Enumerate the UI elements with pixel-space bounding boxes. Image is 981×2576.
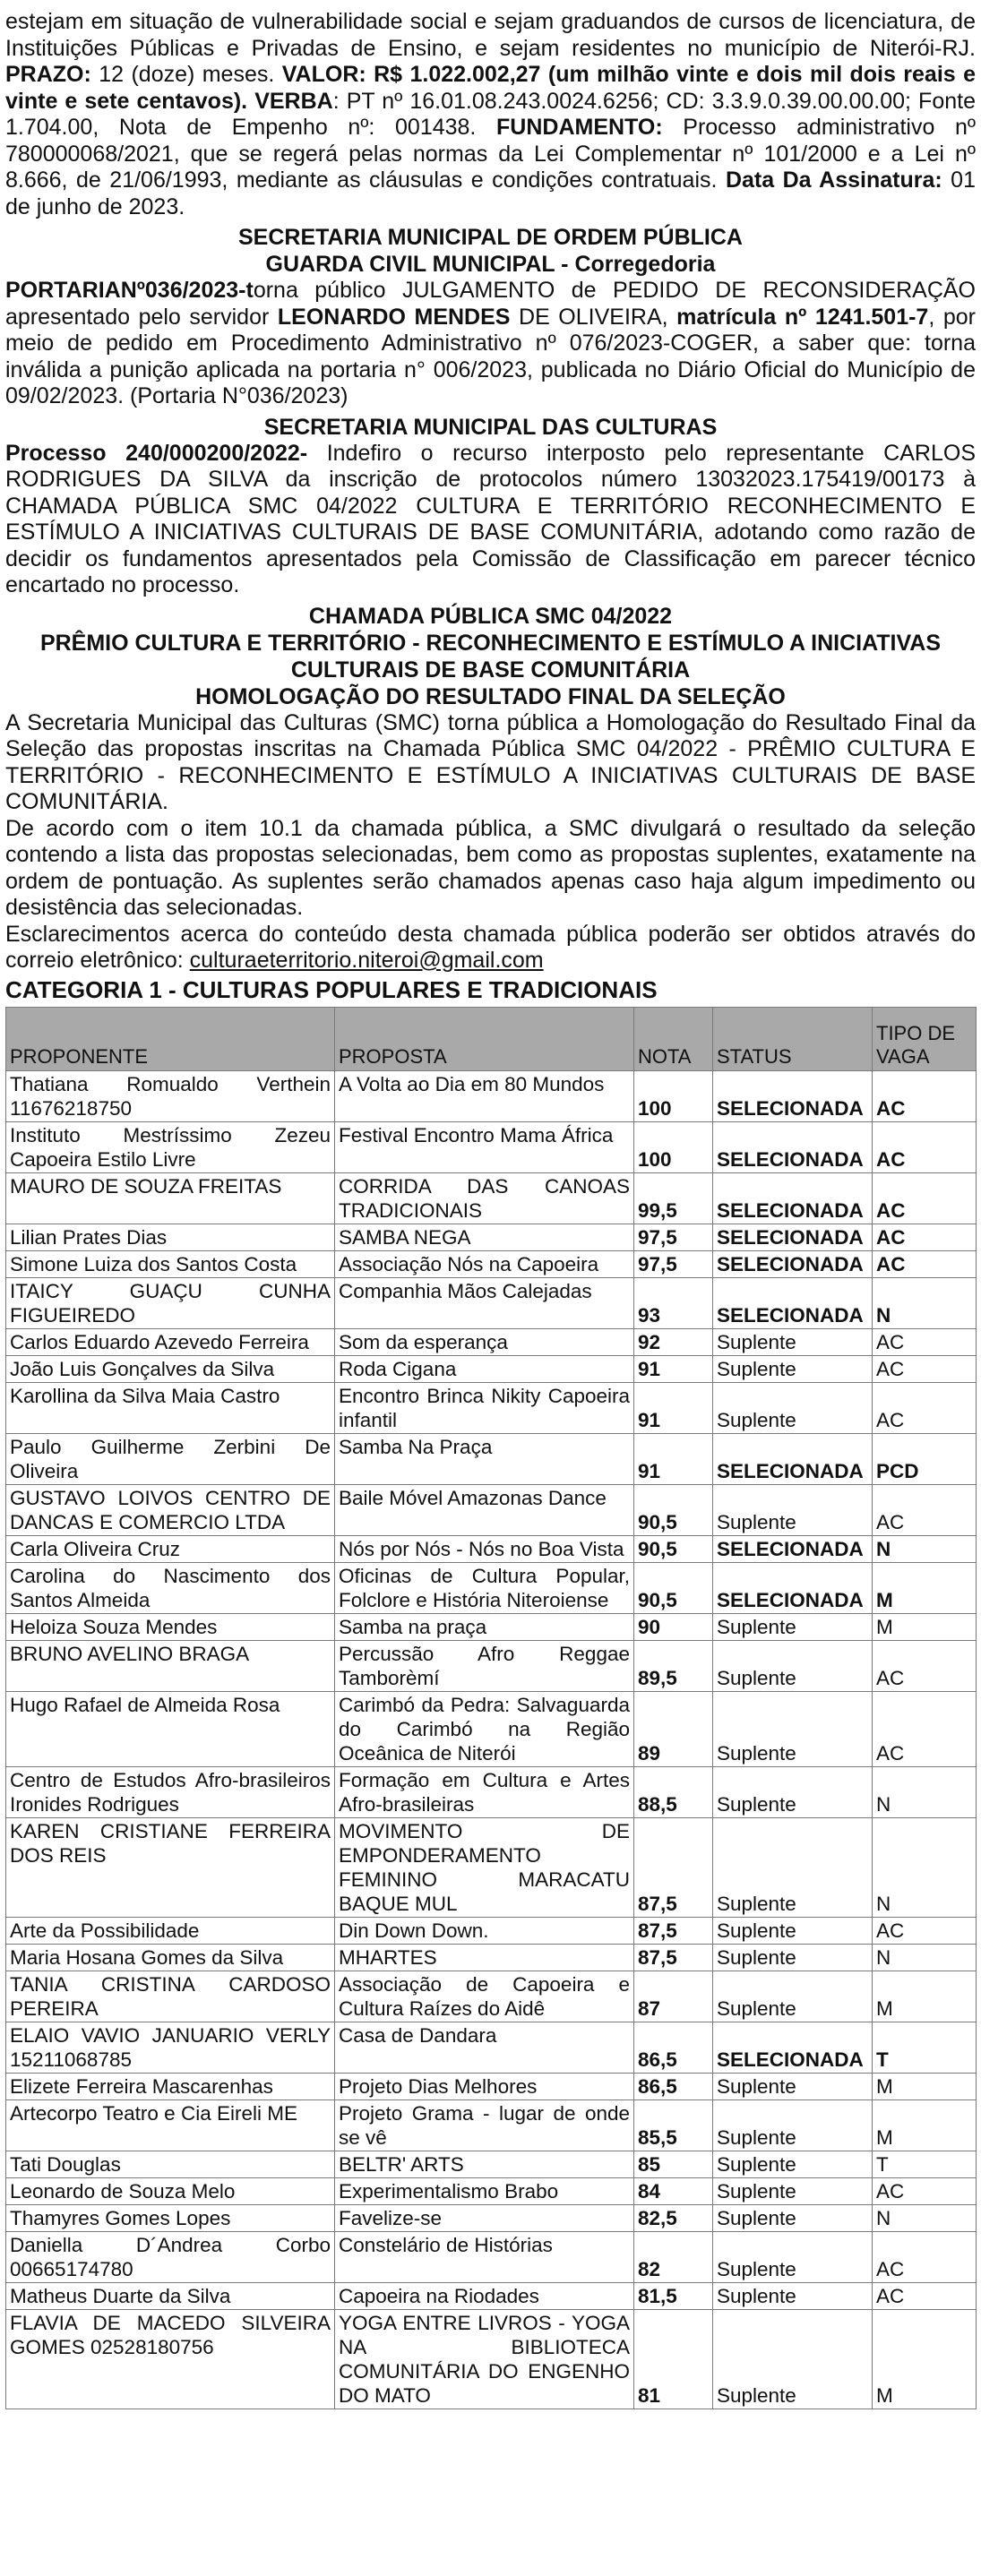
ordem-publica-section <box>5 224 976 410</box>
cell-status: SELECIONADA <box>713 1562 873 1613</box>
portaria-text-3: , por meio de pedido em Procedimento Administrativo nº 076/2023-COGER, a saber que: torna inválida a punição aplicada na portaria n° 006/2023, publicada no Diário Oficial do Município de 09/02/2023. (Portaria N°036/2023) <box>5 304 976 408</box>
cell-tipo-vaga: AC <box>873 2177 977 2204</box>
intro-text: estejam em situação de vulnerabilidade social e sejam graduandos de cursos de licenciatura, de Instituições Públicas e Privadas de Ensino, e sejam residentes no município de Niterói-RJ. <box>5 9 976 61</box>
cell-nota: 85,5 <box>634 2099 713 2151</box>
cell-status: Suplente <box>713 2204 873 2231</box>
table-body <box>6 1070 977 2409</box>
valor-label: VALOR: R$ 1.022.002,27 (um milhão vinte e dois mil dois reais e vinte e sete centavos). <box>5 62 976 114</box>
cell-proponente: Tati Douglas <box>6 2151 335 2177</box>
contato-paragraph <box>5 922 976 975</box>
table-row <box>6 1613 977 1640</box>
table-row <box>6 2073 977 2099</box>
cell-tipo-vaga: N <box>873 1817 977 1917</box>
table-row <box>6 1766 977 1817</box>
portaria-text-2: DE OLIVEIRA, <box>510 304 677 330</box>
cell-nota: 91 <box>634 1433 713 1484</box>
cell-status: Suplente <box>713 2073 873 2099</box>
email-link[interactable]: culturaeterritorio.niteroi@gmail.com <box>189 948 544 973</box>
cell-proponente: KAREN CRISTIANE FERREIRA DOS REIS <box>6 1817 335 1917</box>
cell-nota: 87,5 <box>634 1817 713 1917</box>
table-row <box>6 1224 977 1250</box>
cell-tipo-vaga: N <box>873 2204 977 2231</box>
table-row <box>6 2309 977 2409</box>
cell-proposta: Favelize-se <box>335 2204 634 2231</box>
cell-proposta: CORRIDA DAS CANOAS TRADICIONAIS <box>335 1172 634 1224</box>
table-row <box>6 1433 977 1484</box>
table-row <box>6 1172 977 1224</box>
cell-proposta: SAMBA NEGA <box>335 1224 634 1250</box>
categoria-heading: CATEGORIA 1 - CULTURAS POPULARES E TRADICIONAIS <box>5 975 658 1003</box>
cell-nota: 88,5 <box>634 1766 713 1817</box>
cell-tipo-vaga: AC <box>873 2282 977 2309</box>
cell-status: Suplente <box>713 2177 873 2204</box>
cell-proposta: Encontro Brinca Nikity Capoeira infantil <box>335 1382 634 1433</box>
cell-status: Suplente <box>713 1944 873 1971</box>
resultado-paragraph: De acordo com o item 10.1 da chamada pública, a SMC divulgará o resultado da seleção contendo a lista das propostas selecionadas, bem como as propostas suplentes, exatamente na ordem de pontuação. As suplentes serão chamados apenas caso haja algum impedimento ou desistência das selecionadas. <box>5 815 976 920</box>
processo-paragraph <box>5 441 976 599</box>
cell-tipo-vaga: T <box>873 2022 977 2073</box>
table-row <box>6 2282 977 2309</box>
prazo-label: PRAZO: <box>5 62 91 87</box>
cell-tipo-vaga: T <box>873 2151 977 2177</box>
table-row <box>6 2151 977 2177</box>
table-row <box>6 1691 977 1766</box>
cell-nota: 97,5 <box>634 1250 713 1277</box>
cell-proposta: Oficinas de Cultura Popular, Folclore e História Niteroiense <box>335 1562 634 1613</box>
cell-nota: 86,5 <box>634 2073 713 2099</box>
cell-tipo-vaga: AC <box>873 1355 977 1382</box>
table-row <box>6 1535 977 1562</box>
table-row <box>6 1562 977 1613</box>
cell-nota: 87,5 <box>634 1944 713 1971</box>
cell-proposta: Associação Nós na Capoeira <box>335 1250 634 1277</box>
cell-proponente: Carolina do Nascimento dos Santos Almeida <box>6 1562 335 1613</box>
table-row <box>6 1070 977 1121</box>
cell-nota: 90,5 <box>634 1484 713 1535</box>
cell-nota: 90 <box>634 1613 713 1640</box>
cell-proposta: Projeto Grama - lugar de onde se vê <box>335 2099 634 2151</box>
cell-tipo-vaga: AC <box>873 1917 977 1944</box>
culturas-section <box>5 414 976 1003</box>
table-row <box>6 2177 977 2204</box>
cell-nota: 85 <box>634 2151 713 2177</box>
cell-nota: 90,5 <box>634 1535 713 1562</box>
cell-proponente: Arte da Possibilidade <box>6 1917 335 1944</box>
guarda-civil-title: GUARDA CIVIL MUNICIPAL - Corregedoria <box>265 252 716 277</box>
cell-proponente: Leonardo de Souza Melo <box>6 2177 335 2204</box>
cell-status: Suplente <box>713 1640 873 1691</box>
cell-nota: 89 <box>634 1691 713 1766</box>
cell-status: SELECIONADA <box>713 1250 873 1277</box>
cell-tipo-vaga: AC <box>873 1224 977 1250</box>
cell-proponente: Paulo Guilherme Zerbini De Oliveira <box>6 1433 335 1484</box>
cell-status: Suplente <box>713 1484 873 1535</box>
cell-nota: 93 <box>634 1277 713 1328</box>
cell-tipo-vaga: AC <box>873 1328 977 1355</box>
cell-proposta: Roda Cigana <box>335 1355 634 1382</box>
cell-nota: 99,5 <box>634 1172 713 1224</box>
cell-proponente: Thamyres Gomes Lopes <box>6 2204 335 2231</box>
cell-status: Suplente <box>713 2151 873 2177</box>
cell-status: Suplente <box>713 1817 873 1917</box>
cell-proponente: Daniella D´Andrea Corbo 00665174780 <box>6 2231 335 2282</box>
cell-nota: 81,5 <box>634 2282 713 2309</box>
cell-nota: 87,5 <box>634 1917 713 1944</box>
cell-tipo-vaga: M <box>873 1613 977 1640</box>
cell-tipo-vaga: N <box>873 1277 977 1328</box>
table-row <box>6 1971 977 2022</box>
table-row <box>6 1277 977 1328</box>
verba-label: VERBA <box>247 88 333 114</box>
table-row <box>6 1917 977 1944</box>
table-row <box>6 2204 977 2231</box>
table-row <box>6 1484 977 1535</box>
cell-proposta: Companhia Mãos Calejadas <box>335 1277 634 1328</box>
cell-proposta: Capoeira na Riodades <box>335 2282 634 2309</box>
cell-proposta: Casa de Dandara <box>335 2022 634 2073</box>
servidor-name: LEONARDO MENDES <box>277 304 511 330</box>
cell-status: SELECIONADA <box>713 1277 873 1328</box>
cell-nota: 82,5 <box>634 2204 713 2231</box>
cell-proposta: Formação em Cultura e Artes Afro-brasileiras <box>335 1766 634 1817</box>
fundamento-label: FUNDAMENTO: <box>496 115 663 140</box>
cell-nota: 89,5 <box>634 1640 713 1691</box>
table-row <box>6 1817 977 1917</box>
cell-proponente: Lilian Prates Dias <box>6 1224 335 1250</box>
cell-tipo-vaga: M <box>873 2099 977 2151</box>
cell-proponente: Heloiza Souza Mendes <box>6 1613 335 1640</box>
cell-proponente: ITAICY GUAÇU CUNHA FIGUEIREDO <box>6 1277 335 1328</box>
portaria-paragraph <box>5 278 976 410</box>
cell-proponente: João Luis Gonçalves da Silva <box>6 1355 335 1382</box>
cell-tipo-vaga: PCD <box>873 1433 977 1484</box>
cell-proposta: Baile Móvel Amazonas Dance <box>335 1484 634 1535</box>
cell-status: Suplente <box>713 1382 873 1433</box>
cell-proposta: Carimbó da Pedra: Salvaguarda do Carimbó na Região Oceânica de Niterói <box>335 1691 634 1766</box>
cell-status: SELECIONADA <box>713 2022 873 2073</box>
processo-text: Indefiro o recurso interposto pelo representante CARLOS RODRIGUES DA SILVA da inscrição de protocolos número 13032023.175419/00173 à CHAMADA PÚBLICA SMC 04/2022 CULTURA E TERRITÓRIO RECONHECIMENTO E ESTÍMULO A INICIATIVAS CULTURAIS DE BASE COMUNITÁRIA, adotando como razão de decidir os fundamentos apresentados pela Comissão de Classificação em parecer técnico encartado no processo. <box>5 440 976 597</box>
contato-text: Esclarecimentos acerca do conteúdo desta chamada pública poderão ser obtidos através do correio eletrônico: <box>5 921 976 973</box>
cell-proponente: Instituto Mestríssimo Zezeu Capoeira Estilo Livre <box>6 1121 335 1172</box>
cell-status: Suplente <box>713 1355 873 1382</box>
matricula: matrícula nº 1241.501-7 <box>676 304 929 330</box>
cell-proposta: YOGA ENTRE LIVROS - YOGA NA BIBLIOTECA COMUNITÁRIA DO ENGENHO DO MATO <box>335 2309 634 2409</box>
header-nota: NOTA <box>634 1007 713 1070</box>
cell-proposta: MOVIMENTO DE EMPONDERAMENTO FEMININO MARACATU BAQUE MUL <box>335 1817 634 1917</box>
cell-tipo-vaga: AC <box>873 1640 977 1691</box>
cell-proponente: Carla Oliveira Cruz <box>6 1535 335 1562</box>
cell-status: Suplente <box>713 2282 873 2309</box>
ordem-publica-title: SECRETARIA MUNICIPAL DE ORDEM PÚBLICA <box>238 225 743 250</box>
cell-tipo-vaga: AC <box>873 1484 977 1535</box>
header-proponente: PROPONENTE <box>6 1007 335 1070</box>
cell-status: Suplente <box>713 1328 873 1355</box>
cell-status: SELECIONADA <box>713 1172 873 1224</box>
prazo-value: 12 (doze) meses. <box>90 62 282 87</box>
cell-proposta: Associação de Capoeira e Cultura Raízes do Aidê <box>335 1971 634 2022</box>
cell-proposta: Din Down Down. <box>335 1917 634 1944</box>
table-row <box>6 1121 977 1172</box>
cell-proponente: Matheus Duarte da Silva <box>6 2282 335 2309</box>
cell-nota: 82 <box>634 2231 713 2282</box>
cell-tipo-vaga: M <box>873 2309 977 2409</box>
assinatura-value: 01 de junho de 2023. <box>5 167 976 219</box>
cell-status: Suplente <box>713 2231 873 2282</box>
cell-proposta: Nós por Nós - Nós no Boa Vista <box>335 1535 634 1562</box>
cell-nota: 100 <box>634 1070 713 1121</box>
cell-nota: 91 <box>634 1355 713 1382</box>
table-row <box>6 1328 977 1355</box>
cell-nota: 97,5 <box>634 1224 713 1250</box>
cell-status: SELECIONADA <box>713 1070 873 1121</box>
table-row <box>6 1250 977 1277</box>
portaria-text-1: orna público JULGAMENTO de PEDIDO DE RECONSIDERAÇÃO apresentado pelo servidor <box>5 278 976 330</box>
cell-proposta: Som da esperança <box>335 1328 634 1355</box>
cell-proponente: Thatiana Romualdo Verthein 11676218750 <box>6 1070 335 1121</box>
cell-proposta: Samba na praça <box>335 1613 634 1640</box>
header-tipo-vaga: TIPO DE VAGA <box>873 1007 977 1070</box>
assinatura-label: Data Da Assinatura: <box>725 167 942 193</box>
cell-proposta: A Volta ao Dia em 80 Mundos <box>335 1070 634 1121</box>
table-row <box>6 1355 977 1382</box>
cell-proponente: Elizete Ferreira Mascarenhas <box>6 2073 335 2099</box>
cell-tipo-vaga: AC <box>873 1070 977 1121</box>
cell-status: SELECIONADA <box>713 1535 873 1562</box>
cell-tipo-vaga: M <box>873 2073 977 2099</box>
premio-title: PRÊMIO CULTURA E TERRITÓRIO - RECONHECIMENTO E ESTÍMULO A INICIATIVAS CULTURAIS DE BASE COMUNITÁRIA <box>39 630 942 683</box>
cell-proposta: Festival Encontro Mama África <box>335 1121 634 1172</box>
cell-nota: 100 <box>634 1121 713 1172</box>
cell-nota: 84 <box>634 2177 713 2204</box>
cell-tipo-vaga: N <box>873 1944 977 1971</box>
cell-tipo-vaga: AC <box>873 1172 977 1224</box>
culturas-title: SECRETARIA MUNICIPAL DAS CULTURAS <box>263 414 718 440</box>
cell-status: Suplente <box>713 1971 873 2022</box>
results-table <box>5 1007 977 2409</box>
cell-tipo-vaga: AC <box>873 1121 977 1172</box>
cell-nota: 81 <box>634 2309 713 2409</box>
cell-tipo-vaga: N <box>873 1535 977 1562</box>
cell-tipo-vaga: M <box>873 1562 977 1613</box>
cell-proponente: Karollina da Silva Maia Castro <box>6 1382 335 1433</box>
cell-nota: 86,5 <box>634 2022 713 2073</box>
portaria-label: PORTARIANº036/2023-t <box>5 278 254 303</box>
cell-proposta: Experimentalismo Brabo <box>335 2177 634 2204</box>
homologacao-title: HOMOLOGAÇÃO DO RESULTADO FINAL DA SELEÇÃO <box>195 683 786 709</box>
cell-tipo-vaga: N <box>873 1766 977 1817</box>
table-row <box>6 1640 977 1691</box>
cell-status: SELECIONADA <box>713 1433 873 1484</box>
cell-proponente: MAURO DE SOUZA FREITAS <box>6 1172 335 1224</box>
cell-proposta: MHARTES <box>335 1944 634 1971</box>
cell-tipo-vaga: AC <box>873 1250 977 1277</box>
cell-proponente: FLAVIA DE MACEDO SILVEIRA GOMES 02528180756 <box>6 2309 335 2409</box>
cell-proposta: BELTR' ARTS <box>335 2151 634 2177</box>
table-row <box>6 2231 977 2282</box>
cell-proponente: Centro de Estudos Afro-brasileiros Ironides Rodrigues <box>6 1766 335 1817</box>
cell-nota: 90,5 <box>634 1562 713 1613</box>
cell-proponente: ELAIO VAVIO JANUARIO VERLY 15211068785 <box>6 2022 335 2073</box>
processo-label: Processo 240/000200/2022- <box>5 440 308 466</box>
cell-tipo-vaga: AC <box>873 1382 977 1433</box>
chamada-title: CHAMADA PÚBLICA SMC 04/2022 <box>308 603 673 629</box>
cell-proposta: Constelário de Histórias <box>335 2231 634 2282</box>
intro-paragraph <box>5 9 976 220</box>
fundamento-value: Processo administrativo nº 780000068/2021, que se regerá pelas normas da Lei Complementar nº 101/2000 e a Lei nº 8.666, de 21/06/1993, mediante as cláusulas e condições contratuais. <box>5 115 977 193</box>
cell-proponente: Hugo Rafael de Almeida Rosa <box>6 1691 335 1766</box>
table-row <box>6 2099 977 2151</box>
header-proposta: PROPOSTA <box>335 1007 634 1070</box>
cell-tipo-vaga: M <box>873 1971 977 2022</box>
cell-status: SELECIONADA <box>713 1224 873 1250</box>
cell-status: Suplente <box>713 2099 873 2151</box>
cell-proponente: TANIA CRISTINA CARDOSO PEREIRA <box>6 1971 335 2022</box>
cell-tipo-vaga: AC <box>873 1691 977 1766</box>
cell-proponente: Maria Hosana Gomes da Silva <box>6 1944 335 1971</box>
table-row <box>6 1944 977 1971</box>
table-row <box>6 1382 977 1433</box>
table-row <box>6 2022 977 2073</box>
cell-status: Suplente <box>713 1691 873 1766</box>
cell-proponente: BRUNO AVELINO BRAGA <box>6 1640 335 1691</box>
cell-nota: 92 <box>634 1328 713 1355</box>
cell-status: Suplente <box>713 1766 873 1817</box>
cell-status: SELECIONADA <box>713 1121 873 1172</box>
cell-proponente: GUSTAVO LOIVOS CENTRO DE DANCAS E COMERCIO LTDA <box>6 1484 335 1535</box>
header-status: STATUS <box>713 1007 873 1070</box>
cell-proponente: Artecorpo Teatro e Cia Eireli ME <box>6 2099 335 2151</box>
cell-proposta: Samba Na Praça <box>335 1433 634 1484</box>
cell-status: Suplente <box>713 1613 873 1640</box>
verba-value: : PT nº 16.01.08.243.0024.6256; CD: 3.3.9.0.39.00.00.00; Fonte 1.704.00, Nota de Empenho nº: 001438. <box>5 88 976 140</box>
cell-nota: 91 <box>634 1382 713 1433</box>
table-header-row <box>6 1007 977 1070</box>
homologacao-paragraph: A Secretaria Municipal das Culturas (SMC) torna pública a Homologação do Resultado Final da Seleção das propostas inscritas na Chamada Pública SMC 04/2022 - PRÊMIO CULTURA E TERRITÓRIO - RECONHECIMENTO E ESTÍMULO A INICIATIVAS CULTURAIS DE BASE COMUNITÁRIA. <box>5 709 976 814</box>
cell-tipo-vaga: AC <box>873 2231 977 2282</box>
cell-nota: 87 <box>634 1971 713 2022</box>
cell-status: Suplente <box>713 1917 873 1944</box>
cell-proposta: Percussão Afro Reggae Tamborèmí <box>335 1640 634 1691</box>
cell-proponente: Carlos Eduardo Azevedo Ferreira <box>6 1328 335 1355</box>
cell-status: Suplente <box>713 2309 873 2409</box>
cell-proposta: Projeto Dias Melhores <box>335 2073 634 2099</box>
cell-proponente: Simone Luiza dos Santos Costa <box>6 1250 335 1277</box>
